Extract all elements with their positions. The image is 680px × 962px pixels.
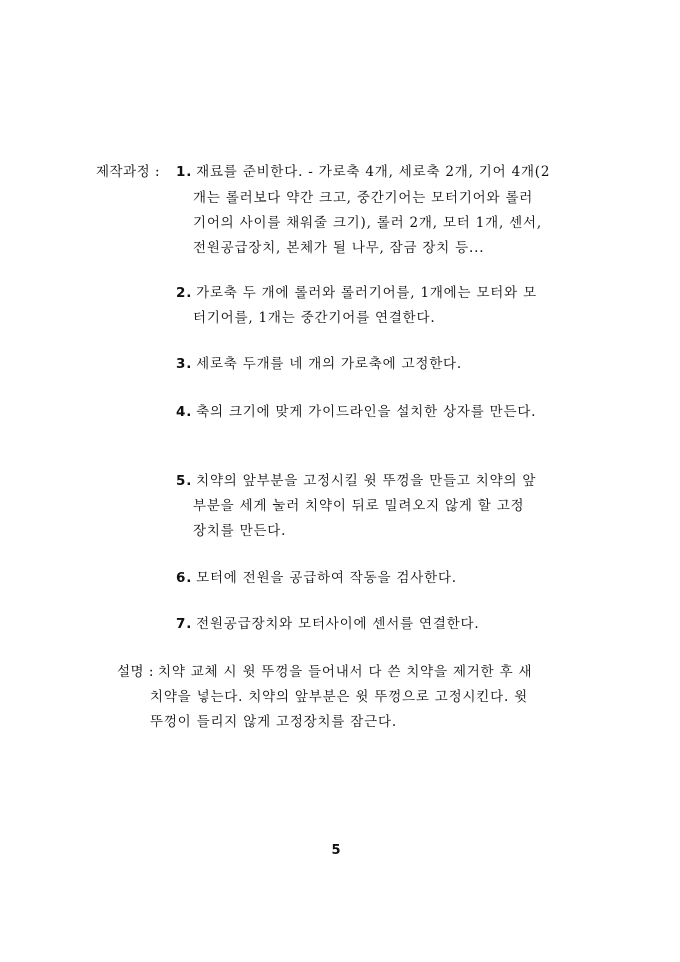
step-5-line-3: 장치를 만든다.	[193, 523, 287, 539]
step-1-line-2: 개는 롤러보다 약간 크고, 중간기어는 모터기어와 롤러	[193, 190, 534, 206]
explanation-label: 설명 :	[117, 664, 154, 680]
step-6-line-1: 6. 모터에 전원을 공급하여 작동을 검사한다.	[176, 570, 457, 586]
page-number: 5	[331, 843, 341, 858]
step-5-number: 5.	[176, 473, 193, 489]
step-1-line-1: 1. 재료를 준비한다. - 가로축 4개, 세로축 2개, 기어 4개(2	[176, 164, 551, 180]
step-4-line-1: 4. 축의 크기에 맞게 가이드라인을 설치한 상자를 만든다.	[176, 404, 537, 420]
step-2-line-2: 터기어를, 1개는 중간기어를 연결한다.	[193, 310, 436, 326]
step-1-line-4: 전원공급장치, 본체가 될 나무, 잠금 장치 등...	[193, 240, 485, 256]
step-2-line-1: 2. 가로축 두 개에 롤러와 롤러기어를, 1개에는 모터와 모	[176, 285, 537, 301]
step-7-line-1: 7. 전원공급장치와 모터사이에 센서를 연결한다.	[176, 616, 480, 632]
step-3-line-1: 3. 세로축 두개를 네 개의 가로축에 고정한다.	[176, 356, 462, 372]
step-4-number: 4.	[176, 404, 193, 420]
step-1-line-3: 기어의 사이를 채워줄 크기), 롤러 2개, 모터 1개, 센서,	[193, 215, 542, 231]
step-5-line-2: 부분을 세게 눌러 치약이 뒤로 밀려오지 않게 할 고정	[193, 498, 525, 514]
step-6-number: 6.	[176, 570, 193, 586]
step-1-number: 1.	[176, 164, 193, 180]
step-2-number: 2.	[176, 285, 193, 301]
process-label: 제작과정 :	[96, 164, 161, 180]
explanation-line-1: 치약 교체 시 윗 뚜껑을 들어내서 다 쓴 치약을 제거한 후 새	[158, 664, 533, 680]
step-3-number: 3.	[176, 356, 193, 372]
explanation-line-3: 뚜껑이 들리지 않게 고정장치를 잠근다.	[150, 714, 397, 730]
step-5-line-1: 5. 치약의 앞부분을 고정시킬 윗 뚜껑을 만들고 치약의 앞	[176, 473, 537, 489]
explanation-line-2: 치약을 넣는다. 치약의 앞부분은 윗 뚜껑으로 고정시킨다. 윗	[150, 689, 529, 705]
step-7-number: 7.	[176, 616, 193, 632]
